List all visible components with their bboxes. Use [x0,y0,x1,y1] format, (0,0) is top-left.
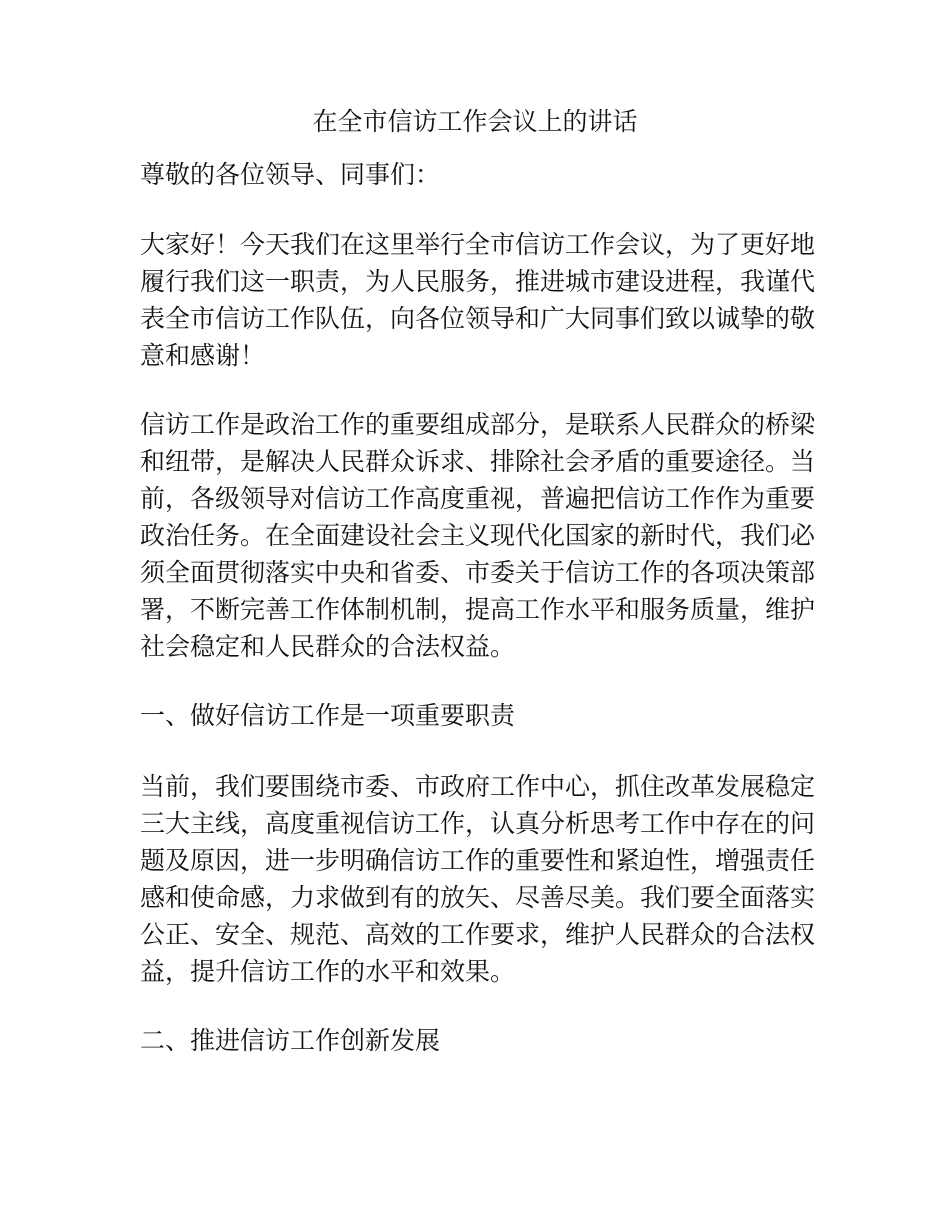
paragraph-greeting: 大家好！今天我们在这里举行全市信访工作会议，为了更好地 履行我们这一职责，为人民服务，推进城市建设进程，我谨代 表全市信访工作队伍，向各位领导和广大同事们致以诚挚的敬 意和感谢！ [140,230,816,370]
document-title: 在全市信访工作会议上的讲话 [312,107,638,136]
section-heading-2: 二、推进信访工作创新发展 [140,1026,441,1055]
paragraph-responsibility: 当前，我们要围绕市委、市政府工作中心，抓住改革发展稳定 三大主线，高度重视信访工作，认真分析思考工作中存在的问 题及原因，进一步明确信访工作的重要性和紧迫性，增强责任 感和使命感，力求做到有的放矢、尽善尽美。我们要全面落实 公正、安全、规范、高效的工作要求，维护人民群众的合法权 益，提升信访工作的水平和效果。 [140,772,816,986]
section-heading-1: 一、做好信访工作是一项重要职责 [140,701,516,730]
paragraph-importance: 信访工作是政治工作的重要组成部分，是联系人民群众的桥梁 和纽带，是解决人民群众诉求、排除社会矛盾的重要途径。当 前，各级领导对信访工作高度重视，普遍把信访工作作为重要 政治任务。在全面建设社会主义现代化国家的新时代，我们必 须全面贯彻落实中央和省委、市委关于信访工作的各项决策部 署，不断完善工作体制机制，提高工作水平和服务质量，维护 社会稳定和人民群众的合法权益。 [140,410,816,661]
salutation: 尊敬的各位领导、同事们： [140,160,441,189]
